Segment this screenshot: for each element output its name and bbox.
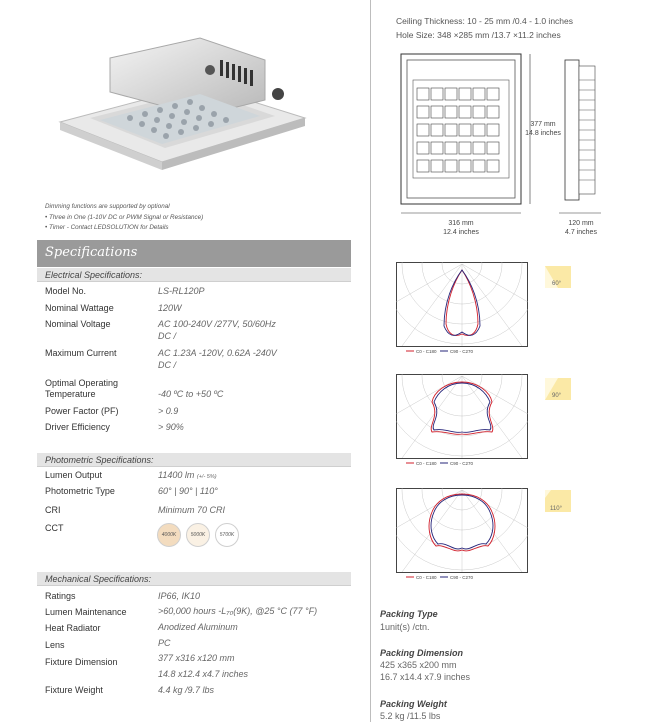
- legend-c0: C0 - C180: [416, 575, 437, 580]
- model-label: Model No.: [45, 286, 87, 296]
- fixture-dimension-label: Fixture Dimension: [45, 657, 118, 667]
- cct-5700k-swatch: 5700K: [215, 523, 239, 547]
- beam-label-110: 110°: [550, 506, 562, 512]
- lens-label: Lens: [45, 640, 65, 650]
- height-in: 14.8 inches: [525, 130, 561, 137]
- cct-4000k-swatch: 4000K: [157, 523, 181, 547]
- note-line: Dimming functions are supported by optional: [45, 203, 170, 210]
- ratings-value: IP66, IK10: [158, 591, 201, 601]
- polar-diagram-90: [396, 374, 528, 466]
- width-mm: 316 mm: [448, 220, 474, 227]
- cct-5000k-swatch: 5000K: [186, 523, 210, 547]
- packing-dimension-in: 16.7 x14.4 x7.9 inches: [380, 672, 471, 682]
- lumen-number: 11400 lm: [158, 470, 195, 480]
- legend-c90: C90 - C270: [450, 575, 474, 580]
- voltage-label: Nominal Voltage: [45, 319, 111, 329]
- cri-value: Minimum 70 CRI: [158, 505, 226, 515]
- note-line: • Three in One (1-10V DC or PWM Signal or Resistance): [45, 213, 204, 221]
- lens-value: PC: [158, 638, 171, 648]
- fixture-weight-label: Fixture Weight: [45, 685, 103, 695]
- height-mm: 377 mm: [530, 121, 556, 128]
- dimming-notes: [45, 202, 203, 234]
- dimension-drawing: [395, 50, 625, 240]
- mechanical-heading: Mechanical Specifications:: [37, 572, 351, 586]
- legend-c0: C0 - C180: [416, 461, 437, 466]
- temperature-label: Optimal Operating: [45, 378, 119, 388]
- column-divider: [370, 0, 371, 722]
- ceiling-thickness: Ceiling Thickness: 10 - 25 mm /0.4 - 1.0 inches: [396, 16, 574, 26]
- temperature-value: -40 ºC to +50 ºC: [158, 389, 224, 399]
- power-factor-label: Power Factor (PF): [45, 406, 119, 416]
- cct-label: CCT: [45, 523, 64, 533]
- hole-size: Hole Size: 348 ×285 mm /13.7 ×11.2 inches: [396, 30, 561, 40]
- current-value: AC 1.23A -120V, 0.62A -240V: [158, 348, 277, 358]
- lumen-tolerance: (+/- 5%): [196, 474, 217, 480]
- photometric-type-label: Photometric Type: [45, 486, 115, 496]
- fixture-dimension-in: 14.8 x12.4 x4.7 inches: [158, 669, 249, 679]
- model-value: LS-RL120P: [158, 286, 205, 296]
- packing-weight-title: Packing Weight: [380, 699, 447, 709]
- efficiency-value: > 90%: [158, 422, 184, 432]
- depth-mm: 120 mm: [568, 220, 594, 227]
- wattage-value: 120W: [158, 303, 182, 313]
- ratings-label: Ratings: [45, 591, 76, 601]
- heat-radiator-label: Heat Radiator: [45, 623, 101, 633]
- voltage-value: AC 100-240V /277V, 50/60Hz: [158, 319, 276, 329]
- packing-type-value: 1unit(s) /ctn.: [380, 622, 430, 632]
- width-in: 12.4 inches: [443, 229, 479, 236]
- legend-c0: C0 - C180: [416, 349, 437, 354]
- legend-c90: C90 - C270: [450, 349, 474, 354]
- beam-label-60: 60°: [552, 281, 562, 287]
- wattage-label: Nominal Wattage: [45, 303, 114, 313]
- note-line: • Timer - Contact LEDSOLUTION for Details: [45, 224, 169, 231]
- packing-dimension-title: Packing Dimension: [380, 648, 464, 658]
- packing-dimension-mm: 425 x365 x200 mm: [380, 660, 457, 670]
- lumen-value: [158, 470, 217, 483]
- polar-diagram-60: [396, 262, 528, 354]
- cri-label: CRI: [45, 505, 61, 515]
- fixture-weight-value: 4.4 kg /9.7 lbs: [158, 685, 215, 695]
- specifications-title: Specifications: [37, 240, 351, 267]
- power-factor-value: > 0.9: [158, 406, 179, 416]
- packing-type-title: Packing Type: [380, 609, 438, 619]
- heat-radiator-value: Anodized Aluminum: [158, 622, 238, 632]
- efficiency-label: Driver Efficiency: [45, 422, 110, 432]
- beam-label-90: 90°: [552, 393, 562, 399]
- voltage-value-dc: DC /: [158, 331, 176, 341]
- lumen-maintenance-label: Lumen Maintenance: [45, 607, 127, 617]
- legend-c90: C90 - C270: [450, 461, 474, 466]
- product-photo: [50, 30, 310, 200]
- depth-in: 4.7 inches: [565, 229, 597, 236]
- temperature-label-2: Temperature: [45, 389, 96, 399]
- photometric-type-value: 60° | 90° | 110°: [158, 486, 218, 496]
- electrical-heading: Electrical Specifications:: [37, 268, 351, 282]
- lumen-label: Lumen Output: [45, 470, 103, 480]
- current-value-dc: DC /: [158, 360, 176, 370]
- packing-weight-value: 5.2 kg /11.5 lbs: [380, 711, 441, 721]
- fixture-dimension-mm: 377 x316 x120 mm: [158, 653, 235, 663]
- photometric-heading: Photometric Specifications:: [37, 453, 351, 467]
- current-label: Maximum Current: [45, 348, 117, 358]
- lumen-maintenance-value: >60,000 hours -L₇₀(9K), @25 °C (77 °F): [158, 606, 318, 616]
- polar-diagram-110: [396, 488, 528, 580]
